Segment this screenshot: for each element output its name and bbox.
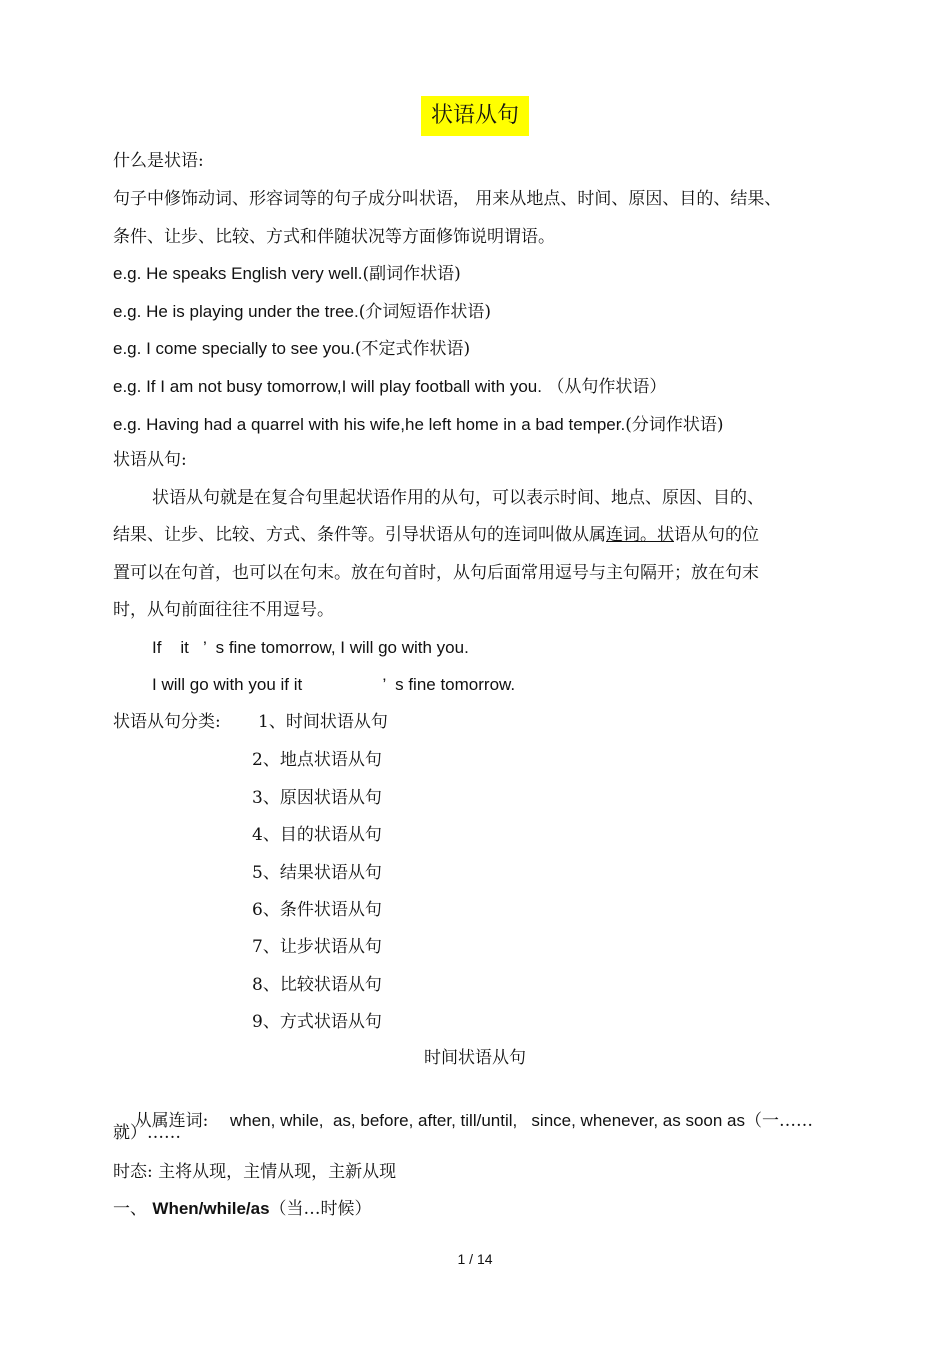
paragraph-line-2: [113, 523, 759, 547]
example-1-cn: (副词作状语): [362, 264, 461, 284]
category-item: 6、条件状语从句: [252, 900, 382, 920]
category-item: 8、比较状语从句: [252, 975, 382, 995]
definition-line-1: 句子中修饰动词、形容词等的句子成分叫状语， 用来从地点、时间、原因、目的、结果、: [113, 189, 782, 209]
example-2-cn: (介词短语作状语): [358, 302, 491, 322]
example-3-en: e.g. I come specially to see you.: [113, 339, 355, 358]
page-number: 1 / 14: [457, 1251, 493, 1267]
title-wrapper: [0, 96, 950, 136]
clause-heading: 状语从句:: [113, 450, 187, 470]
example-5: [113, 413, 723, 437]
heading-1-cn: （当…时候）: [269, 1199, 372, 1219]
sentence-example-2: I will go with you if it ’ s fine tomorrow.: [152, 675, 516, 694]
heading-1-en: When/while/as: [152, 1199, 270, 1218]
example-2-en: e.g. He is playing under the tree.: [113, 302, 359, 321]
paragraph-line-2a: 结果、让步、比较、方式、条件等。引导状语从句的连词叫做从属: [113, 525, 606, 545]
category-item: 9、方式状语从句: [252, 1012, 382, 1032]
paragraph-line-4: 时，从句前面往往不用逗号。: [113, 600, 334, 620]
tense-rule: 时态: 主将从现，主情从现，主新从现: [113, 1162, 397, 1182]
example-5-en: e.g. Having had a quarrel with his wife,he left home in a bad temper.: [113, 415, 626, 434]
paragraph-line-1: 状语从句就是在复合句里起状语作用的从句，可以表示时间、地点、原因、目的、: [152, 488, 764, 508]
section-title: 时间状语从句: [424, 1048, 526, 1068]
example-1-en: e.g. He speaks English very well.: [113, 264, 363, 283]
example-4-en: e.g. If I am not busy tomorrow,I will play football with you.: [113, 377, 542, 396]
example-3-cn: (不定式作状语): [354, 339, 471, 359]
example-4: [113, 375, 666, 399]
example-3: [113, 337, 470, 361]
page-title: 状语从句: [421, 96, 529, 136]
conjunctions-words: when, while, as, before, after, till/until, since, whenever, as soon as: [229, 1111, 745, 1130]
example-4-cn: （从句作状语）: [541, 377, 667, 397]
classify-label: 状语从句分类:: [113, 712, 221, 732]
sentence-example-1: If it ’ s fine tomorrow, I will go with you.: [152, 638, 469, 657]
category-item: 3、原因状语从句: [252, 788, 382, 808]
category-item: 4、目的状语从句: [252, 825, 382, 845]
definition-line-2: 条件、让步、比较、方式和伴随状况等方面修饰说明谓语。: [113, 227, 555, 247]
conjunctions-cn: （一……: [744, 1111, 813, 1131]
heading-1: [113, 1197, 372, 1221]
what-is-label: 什么是状语:: [113, 151, 204, 171]
example-1: [113, 262, 461, 286]
paragraph-underlined-word: 连词。状: [606, 525, 674, 545]
category-item: 5、结果状语从句: [252, 863, 382, 883]
example-5-cn: (分词作状语): [625, 415, 724, 435]
paragraph-line-3: 置可以在句首，也可以在句末。放在句首时，从句后面常用逗号与主句隔开；放在句末: [113, 563, 759, 583]
conjunctions-line: [113, 1085, 813, 1131]
category-item: 7、让步状语从句: [252, 937, 382, 957]
paragraph-line-2b: 语从句的位: [674, 525, 759, 545]
category-item: 2、地点状语从句: [252, 750, 382, 770]
category-item: 1、时间状语从句: [258, 712, 388, 732]
heading-1-number: 一、: [113, 1199, 147, 1219]
example-2: [113, 300, 491, 324]
conjunctions-label: 从属连词:: [134, 1111, 209, 1131]
conjunctions-line-2: 就）……: [113, 1123, 181, 1143]
